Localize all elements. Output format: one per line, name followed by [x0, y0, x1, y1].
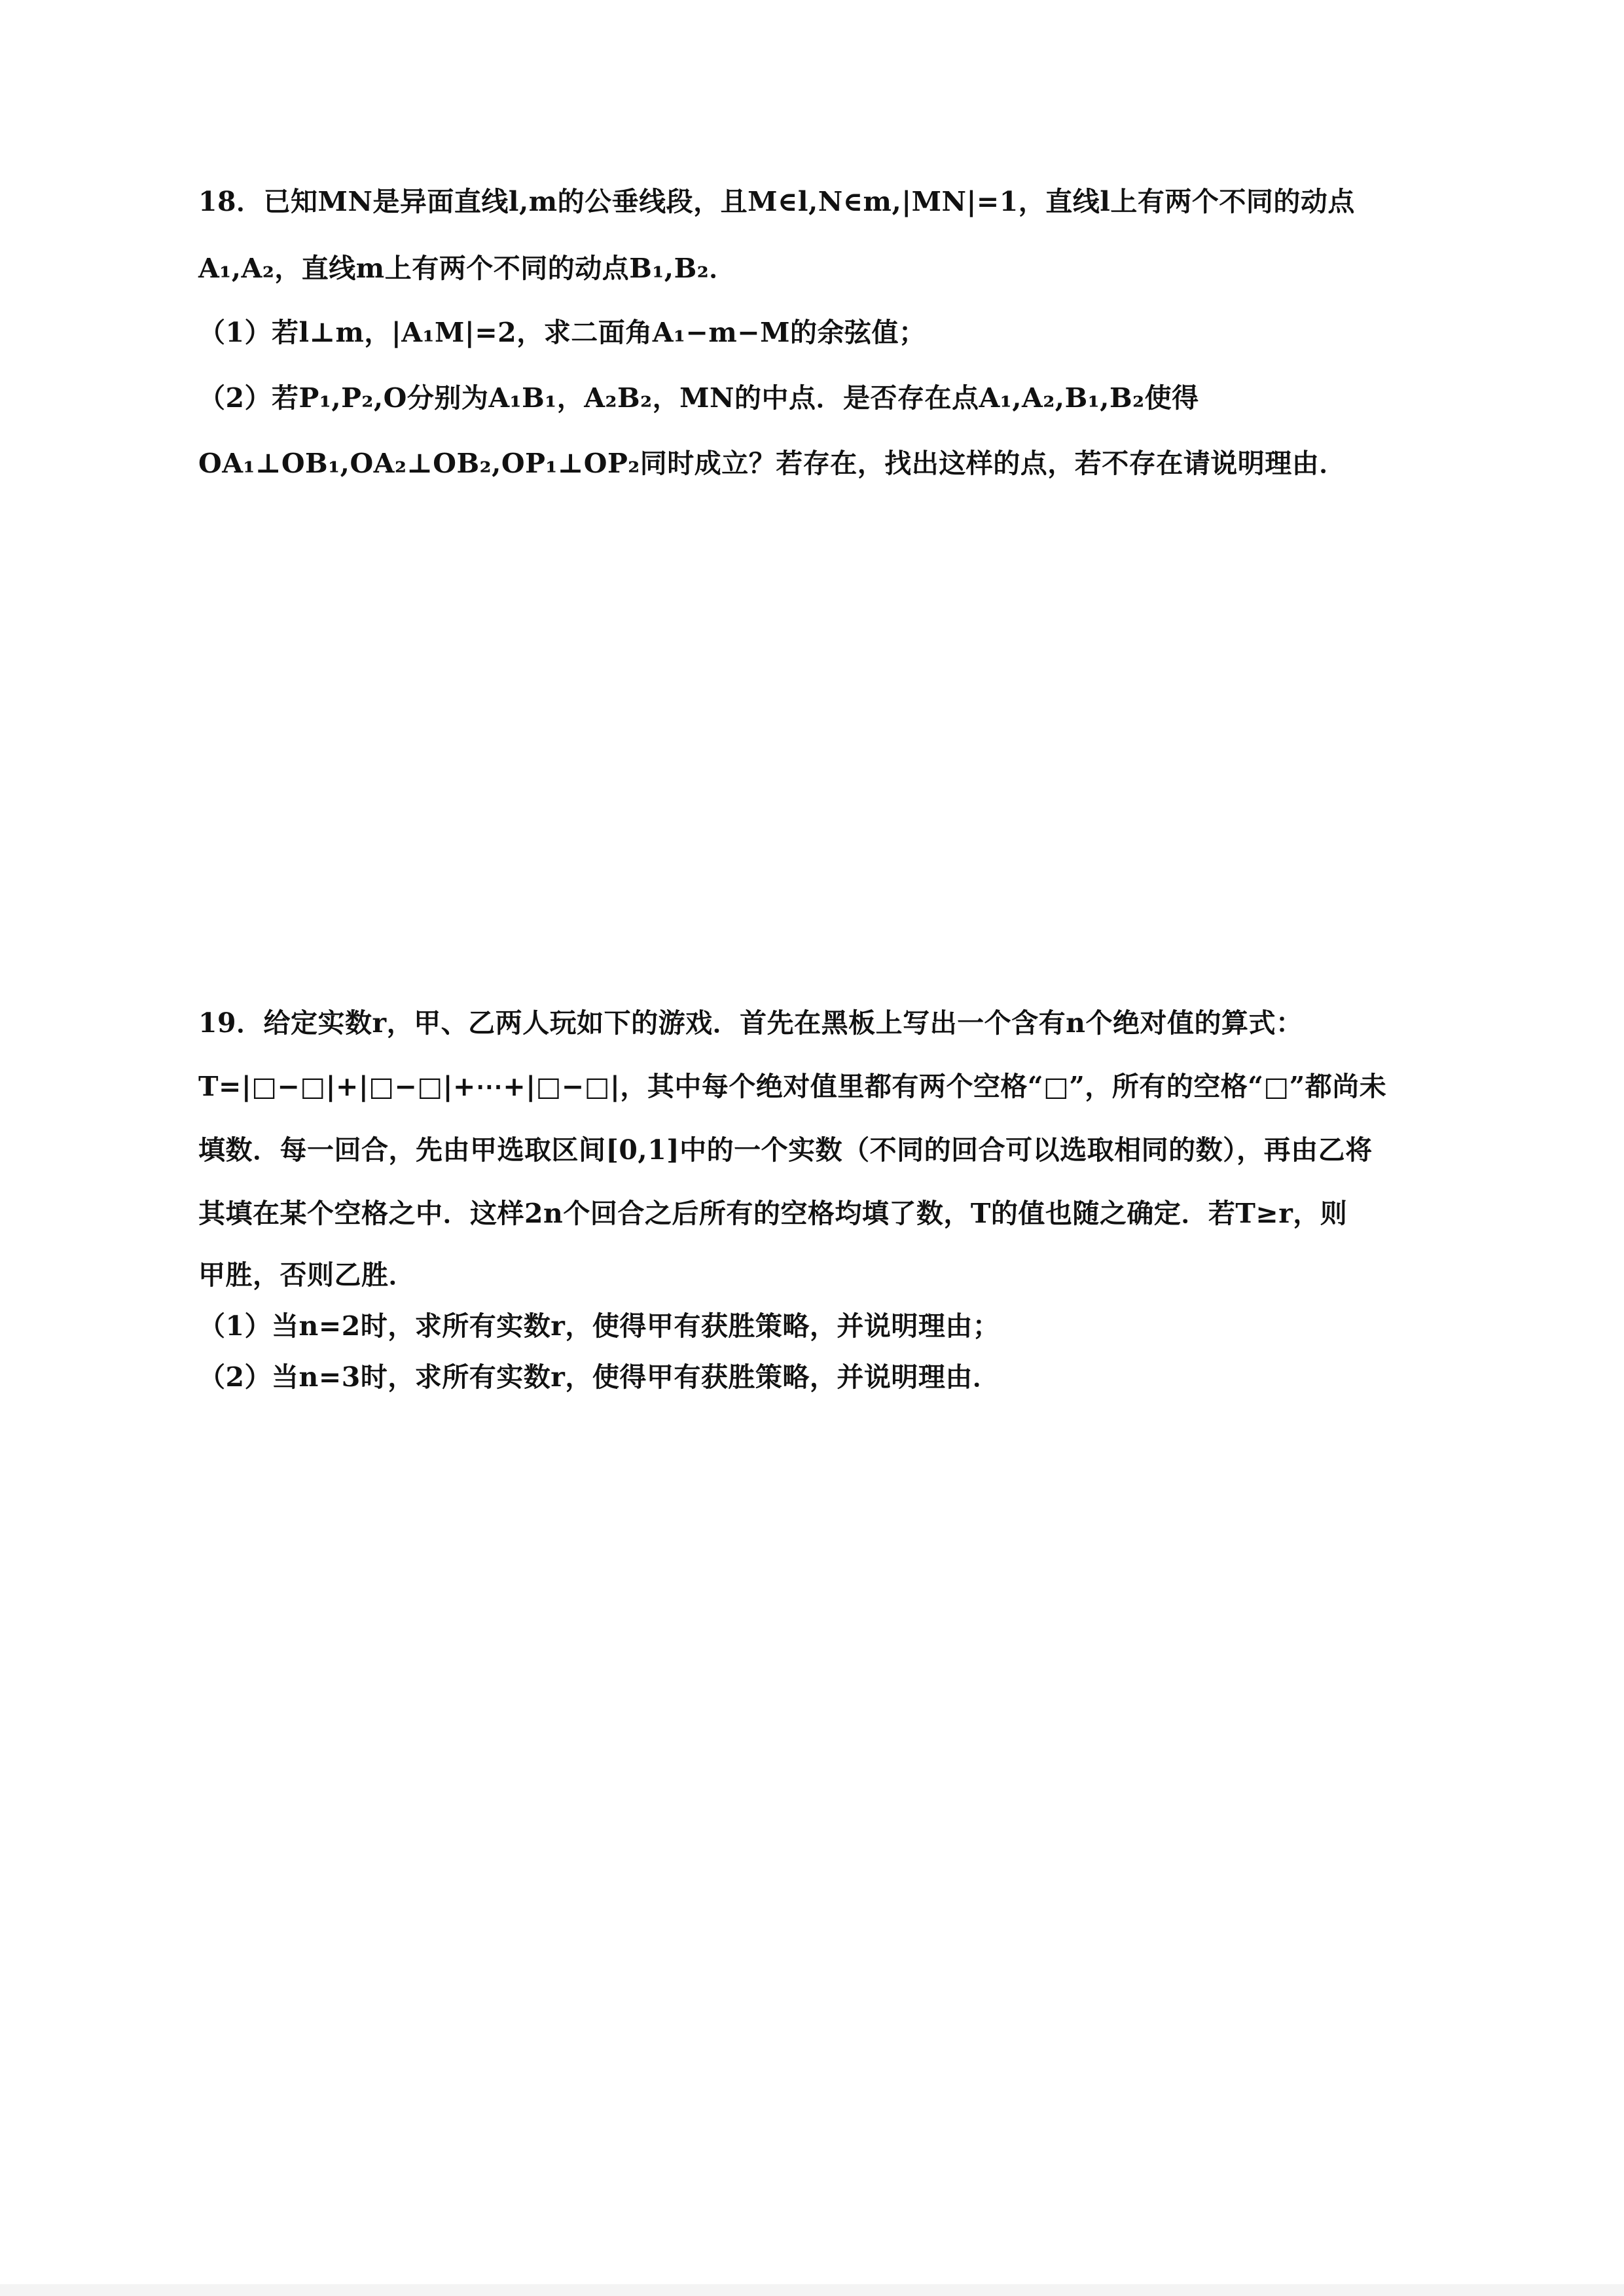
question-18-line-2: A₁,A₂，直线m上有两个不同的动点B₁,B₂． — [198, 253, 736, 284]
question-19-line-3: 填数．每一回合，先由甲选取区间[0,1]中的一个实数（不同的回合可以选取相同的数），再由乙将 — [198, 1134, 1373, 1166]
question-18-subquestion-2-continued: OA₁⊥OB₁,OA₂⊥OB₂,OP₁⊥OP₂同时成立？若存在，找出这样的点，若不存在请说明理由． — [198, 448, 1346, 479]
question-19-subquestion-1: （1）当n=2时，求所有实数r，使得甲有获胜策略，并说明理由； — [198, 1310, 1000, 1342]
question-19-line-1: 19．给定实数r，甲、乙两人玩如下的游戏．首先在黑板上写出一个含有n个绝对值的算式： — [198, 1007, 1303, 1039]
question-18-subquestion-1: （1）若l⊥m，|A₁M|=2，求二面角A₁−m−M的余弦值； — [198, 317, 926, 348]
question-19-subquestion-2: （2）当n=3时，求所有实数r，使得甲有获胜策略，并说明理由． — [198, 1361, 1000, 1393]
question-18-subquestion-2: （2）若P₁,P₂,O分别为A₁B₁，A₂B₂，MN的中点．是否存在点A₁,A₂,B₁,B₂使得 — [198, 382, 1199, 414]
scan-bottom-edge — [0, 2284, 1624, 2296]
question-18-line-1: 18．已知MN是异面直线l,m的公垂线段，且M∈l,N∈m,|MN|=1，直线l上有两个不同的动点 — [198, 186, 1355, 217]
question-19-line-4: 其填在某个空格之中．这样2n个回合之后所有的空格均填了数，T的值也随之确定．若T≥r，则 — [198, 1198, 1348, 1229]
question-19-formula-line: T=|□−□|+|□−□|+⋯+|□−□|，其中每个绝对值里都有两个空格“□”，所有的空格“□”都尚未 — [198, 1071, 1387, 1102]
question-19-line-5: 甲胜，否则乙胜． — [198, 1259, 416, 1291]
